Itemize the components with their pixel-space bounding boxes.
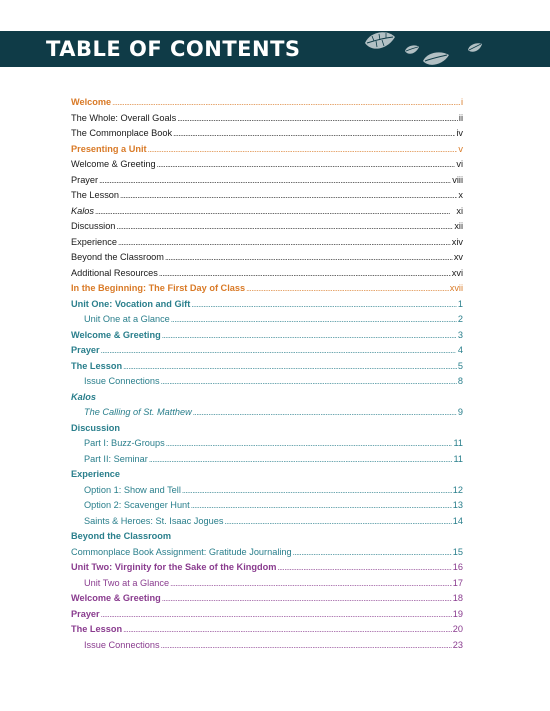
toc-entry[interactable] [71, 529, 463, 545]
leaf-icon [421, 49, 451, 67]
toc-entry-label: Prayer [71, 174, 99, 185]
toc-entry[interactable] [71, 328, 463, 344]
toc-entry-label: Welcome & Greeting [71, 329, 161, 340]
dot-leader [161, 638, 452, 654]
toc-entry[interactable] [71, 359, 463, 375]
dot-leader [95, 204, 455, 220]
toc-entry[interactable] [71, 297, 463, 313]
leaf-icon [403, 43, 421, 57]
dot-leader [116, 219, 453, 235]
dot-leader [191, 498, 452, 514]
toc-entry-label: Experience [71, 236, 117, 247]
toc-entry-label: Additional Resources [71, 267, 158, 278]
toc-entry[interactable] [71, 467, 463, 483]
toc-entry-page-number: 20 [452, 624, 463, 634]
toc-entry-page-number: viii [452, 174, 463, 185]
dot-leader [166, 436, 453, 452]
dot-leader [191, 297, 457, 313]
dot-leader [293, 545, 452, 561]
dot-leader [162, 591, 452, 607]
dot-leader [165, 250, 453, 266]
toc-entry-label: Part I: Buzz-Groups [84, 438, 165, 448]
toc-entry[interactable] [71, 545, 463, 561]
toc-entry[interactable] [71, 514, 463, 530]
toc-entry-page-number: 18 [452, 593, 463, 603]
toc-entry[interactable] [71, 219, 463, 235]
dot-leader [177, 111, 458, 127]
toc-entry-page-number: xvi [451, 267, 463, 278]
dot-leader [157, 157, 456, 173]
toc-entry-label: Issue Connections [84, 376, 160, 386]
toc-entry-label: The Whole: Overall Goals [71, 112, 177, 123]
dot-leader [123, 622, 452, 638]
toc-entry[interactable] [71, 95, 463, 111]
toc-entry-label: Commonplace Book Assignment: Gratitude Journaling [71, 546, 292, 557]
toc-entry[interactable] [71, 188, 463, 204]
dot-leader [193, 405, 457, 421]
toc-entry-label: Prayer [71, 345, 100, 355]
toc-entry[interactable] [71, 560, 463, 576]
toc-entry[interactable] [71, 483, 463, 499]
toc-entry[interactable] [71, 343, 463, 359]
toc-entry-label: In the Beginning: The First Day of Class [71, 283, 246, 293]
toc-entry[interactable] [71, 436, 463, 452]
toc-entry-page-number: 23 [452, 639, 463, 650]
dot-leader [112, 95, 460, 111]
dot-leader [101, 607, 452, 623]
toc-entry-page-number: iv [456, 128, 463, 138]
toc-entry[interactable] [71, 173, 463, 189]
page-title: TABLE OF CONTENTS [46, 37, 301, 61]
toc-entry-label: Unit Two at a Glance [84, 577, 170, 588]
toc-entry[interactable] [71, 576, 463, 592]
toc-entry-label: The Lesson [71, 624, 123, 634]
toc-entry[interactable] [71, 266, 463, 282]
toc-entry-label: Part II: Seminar [84, 453, 148, 464]
toc-entry-label: The Lesson [71, 360, 123, 371]
toc-entry-page-number: 8 [457, 376, 463, 386]
toc-entry-label: Unit One at a Glance [84, 314, 170, 324]
toc-entry-page-number: 2 [457, 314, 463, 324]
toc-entry-label: The Commonplace Book [71, 128, 173, 138]
toc-entry-page-number: xii [454, 221, 463, 231]
toc-entry[interactable] [71, 157, 463, 173]
toc-entry-label: Welcome & Greeting [71, 159, 156, 169]
toc-entry-page-number: 5 [457, 360, 463, 371]
dot-leader [246, 281, 449, 297]
dot-leader [173, 126, 455, 142]
toc-entry-page-number: 17 [452, 577, 463, 588]
toc-entry-page-number: 4 [457, 345, 463, 355]
toc-entry-label: Beyond the Classroom [71, 531, 172, 541]
title-banner [0, 31, 550, 67]
toc-entry-page-number: xiv [451, 236, 463, 247]
toc-entry-label: Unit Two: Virginity for the Sake of the Kingdom [71, 562, 277, 572]
toc-entry[interactable] [71, 591, 463, 607]
toc-entry-label: Welcome & Greeting [71, 593, 161, 603]
toc-entry-page-number: i [460, 97, 463, 107]
dot-leader [149, 452, 453, 468]
toc-entry-page-number: ii [458, 112, 463, 123]
dot-leader [224, 514, 451, 530]
toc-entry-page-number: 1 [457, 298, 463, 309]
toc-entry[interactable] [71, 638, 463, 654]
toc-entry-page-number: xvii [449, 283, 463, 293]
toc-entry[interactable] [71, 405, 463, 421]
toc-entry-label: Prayer [71, 608, 100, 619]
toc-entry[interactable] [71, 111, 463, 127]
toc-entry-page-number: 11 [453, 453, 463, 464]
toc-entry-label: Experience [71, 469, 121, 479]
toc-entry-page-number: 13 [452, 500, 463, 510]
toc-entry-page-number: xv [453, 252, 463, 262]
toc-entry-page-number: 11 [453, 438, 463, 448]
toc-entry-page-number: v [458, 143, 463, 154]
toc-entry-label: Option 1: Show and Tell [84, 484, 181, 495]
dot-leader [123, 359, 457, 375]
toc-entry[interactable] [71, 421, 463, 437]
toc-entry[interactable] [71, 622, 463, 638]
leaf-icon [362, 31, 398, 55]
toc-entry[interactable] [71, 281, 463, 297]
dot-leader [118, 235, 451, 251]
toc-entry-label: Kalos [71, 391, 97, 402]
dot-leader [170, 576, 452, 592]
toc-entry-label: Kalos [71, 205, 94, 216]
toc-entry[interactable] [71, 452, 463, 468]
toc-entry[interactable] [71, 142, 463, 158]
toc-entry[interactable] [71, 374, 463, 390]
dot-leader [171, 312, 457, 328]
dot-leader [148, 142, 458, 158]
toc-entry[interactable] [71, 390, 463, 406]
toc-entry[interactable] [71, 312, 463, 328]
dot-leader [161, 374, 457, 390]
toc-entry[interactable] [71, 498, 463, 514]
toc-entry-page-number: 12 [452, 484, 463, 495]
toc-entry-label: Option 2: Scavenger Hunt [84, 500, 190, 510]
dot-leader [159, 266, 451, 282]
toc-entry[interactable] [71, 235, 463, 251]
table-of-contents-list [71, 95, 463, 653]
toc-entry-page-number: 3 [457, 329, 463, 340]
dot-leader [162, 328, 457, 344]
toc-entry-page-number: 16 [452, 562, 463, 572]
leaf-icon [466, 41, 484, 55]
toc-entry-label: Discussion [71, 422, 121, 433]
toc-entry-page-number: 15 [452, 546, 463, 557]
toc-entry-label: Presenting a Unit [71, 143, 147, 154]
dot-leader [99, 173, 451, 189]
dot-leader [120, 188, 457, 204]
dot-leader [101, 343, 457, 359]
toc-entry[interactable] [71, 607, 463, 623]
toc-entry-label: Welcome [71, 97, 112, 107]
toc-entry-label: The Calling of St. Matthew [84, 407, 192, 417]
toc-entry-page-number: vi [456, 159, 463, 169]
toc-entry[interactable] [71, 126, 463, 142]
toc-entry-page-number: 14 [452, 515, 463, 526]
toc-entry[interactable] [71, 204, 463, 220]
toc-entry-page-number: xi [456, 205, 463, 216]
toc-entry[interactable] [71, 250, 463, 266]
toc-entry-label: Unit One: Vocation and Gift [71, 298, 191, 309]
toc-entry-label: Saints & Heroes: St. Isaac Jogues [84, 515, 224, 526]
toc-entry-label: Discussion [71, 221, 116, 231]
toc-entry-label: The Lesson [71, 190, 120, 200]
toc-entry-label: Issue Connections [84, 639, 160, 650]
toc-entry-page-number: x [458, 190, 463, 200]
dot-leader [182, 483, 452, 499]
toc-entry-label: Beyond the Classroom [71, 252, 164, 262]
dot-leader [277, 560, 451, 576]
toc-entry-page-number: 9 [457, 407, 463, 417]
toc-entry-page-number: 19 [452, 608, 463, 619]
